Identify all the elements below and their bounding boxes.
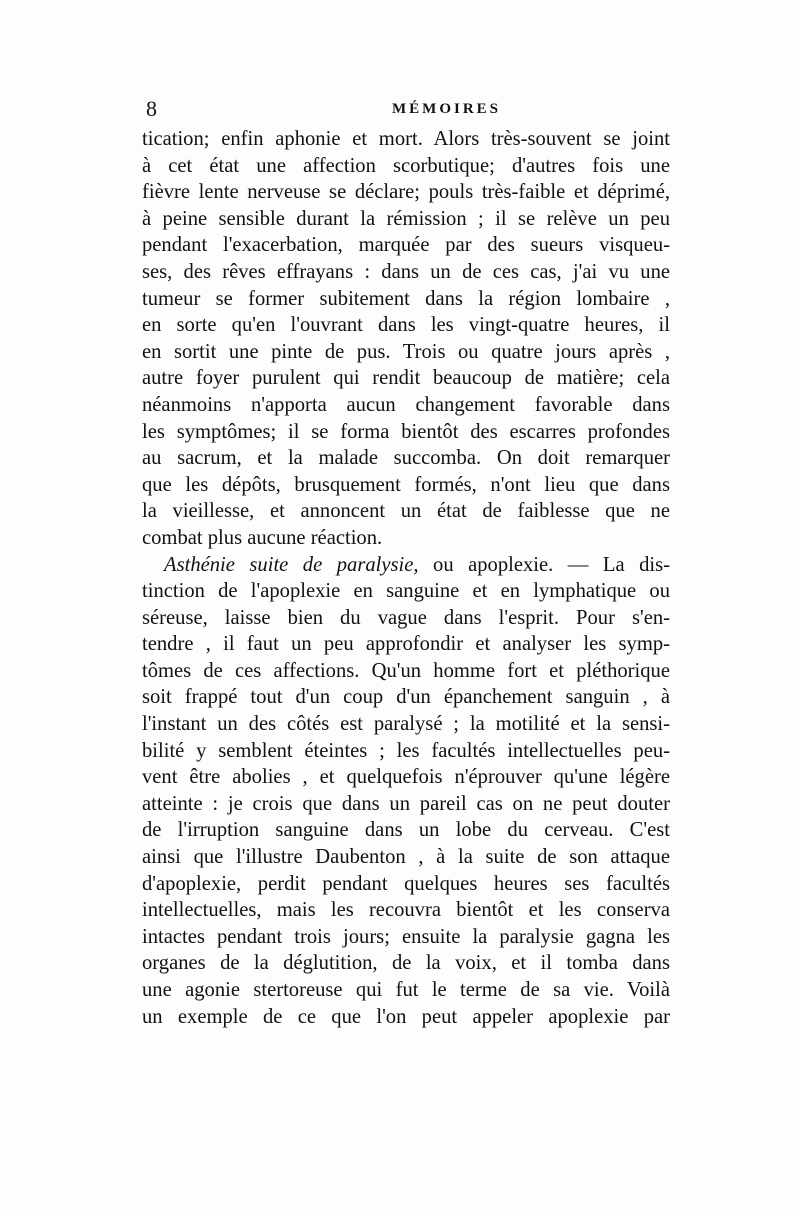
body-text <box>142 126 670 1030</box>
text-line: tinction de l'apoplexie en sanguine et en lymphatique ou <box>142 580 670 603</box>
text-line: l'instant un des côtés est paralysé ; la motilité et la sensi- <box>142 713 670 736</box>
text-line: la vieillesse, et annoncent un état de faiblesse que ne <box>142 500 670 523</box>
text-line: à peine sensible durant la rémission ; il se relève un peu <box>142 207 670 230</box>
paragraph-1 <box>142 126 670 552</box>
section-subtitle: Asthénie suite de paralysie, <box>164 553 419 576</box>
text-line: ainsi que l'illustre Daubenton , à la suite de son attaque <box>142 846 670 869</box>
text-line: autre foyer purulent qui rendit beaucoup de matière; cela <box>142 367 670 390</box>
running-title: MÉMOIRES <box>392 101 502 117</box>
text-line: fièvre lente nerveuse se déclare; pouls très-faible et déprimé, <box>142 181 670 204</box>
text-line: intactes pendant trois jours; ensuite la paralysie gagna les <box>142 925 670 948</box>
text-line: intellectuelles, mais les recouvra bientôt et les conserva <box>142 899 670 922</box>
text-line: d'apoplexie, perdit pendant quelques heures ses facultés <box>142 872 670 895</box>
paragraph-2 <box>142 552 670 1031</box>
text-line: soit frappé tout d'un coup d'un épanchement sanguin , à <box>142 686 670 709</box>
text-line: à cet état une affection scorbutique; d'autres fois une <box>142 154 670 177</box>
text-line: atteinte : je crois que dans un pareil cas on ne peut douter <box>142 792 670 815</box>
text-line: tômes de ces affections. Qu'un homme fort et pléthorique <box>142 659 670 682</box>
text-line: ses, des rêves effrayans : dans un de ces cas, j'ai vu une <box>142 260 670 283</box>
text-line: que les dépôts, brusquement formés, n'ont lieu que dans <box>142 473 670 496</box>
page-number: 8 <box>146 96 157 121</box>
text-line: les symptômes; il se forma bientôt des escarres profondes <box>142 420 670 443</box>
text-line: bilité y semblent éteintes ; les facultés intellectuelles peu- <box>142 739 670 762</box>
paragraph-2-first-line <box>142 552 670 579</box>
text-line: en sortit une pinte de pus. Trois ou quatre jours après , <box>142 340 670 363</box>
text-line: une agonie stertoreuse qui fut le terme de sa vie. Voilà <box>142 979 670 1001</box>
text-line: séreuse, laisse bien du vague dans l'esprit. Pour s'en- <box>142 606 670 629</box>
text-line: un exemple de ce que l'on peut appeler apoplexie par <box>142 1005 670 1028</box>
text-line: néanmoins n'apporta aucun changement favorable dans <box>142 393 670 416</box>
first-line-rest: ou apoplexie. — La dis- <box>418 553 671 576</box>
text-line: tendre , il faut un peu approfondir et analyser les symp- <box>142 633 670 656</box>
text-line: combat plus aucune réaction. <box>142 526 383 549</box>
text-line: vent être abolies , et quelquefois n'éprouver qu'une légère <box>142 766 670 789</box>
text-line: en sorte qu'en l'ouvrant dans les vingt-quatre heures, il <box>142 314 670 337</box>
page-header <box>142 96 672 122</box>
text-line: organes de la déglutition, de la voix, et il tomba dans <box>142 952 670 975</box>
text-line: tication; enfin aphonie et mort. Alors très-souvent se joint <box>142 128 670 150</box>
text-line: au sacrum, et la malade succomba. On doit remarquer <box>142 447 670 470</box>
text-line: de l'irruption sanguine dans un lobe du cerveau. C'est <box>142 819 670 842</box>
text-line: tumeur se former subitement dans la région lombaire , <box>142 287 670 310</box>
text-line: pendant l'exacerbation, marquée par des sueurs visqueu- <box>142 234 670 257</box>
